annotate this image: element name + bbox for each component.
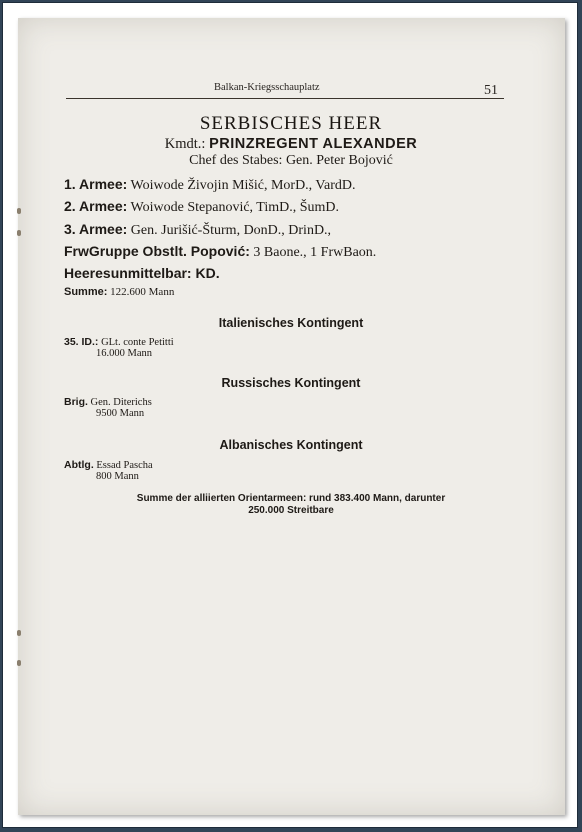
army-text: 3 Baone., 1 FrwBaon.: [253, 245, 377, 260]
binding-hole: [17, 630, 21, 636]
army-text: Gen. Jurišić-Šturm, DonD., DrinD.,: [130, 223, 332, 238]
unit-label: Abtlg.: [64, 459, 94, 471]
commander-name: PRINZREGENT ALEXANDER: [209, 136, 418, 152]
total-line-2: 250.000 Streitbare: [248, 505, 334, 516]
binding-hole: [17, 660, 21, 666]
kontingent-heading: Albanisches Kontingent: [219, 438, 363, 452]
kontingent-heading: Italienisches Kontingent: [218, 316, 364, 330]
army-label: 2. Armee:: [64, 198, 128, 214]
army-text: Woiwode Živojin Mišić, MorD., VardD.: [130, 178, 356, 193]
unit-label: Brig.: [64, 396, 88, 408]
kontingent-heading: Russisches Kontingent: [221, 376, 361, 390]
commander-line: [0, 136, 582, 153]
running-header: Balkan-Kriegsschauplatz: [214, 82, 320, 93]
page-number: 51: [484, 83, 498, 98]
army-text: Woiwode Stepanović, TimD., ŠumD.: [130, 200, 340, 215]
header-rule: [66, 98, 504, 99]
army-entry: [64, 198, 339, 216]
kontingent-entry: [64, 396, 152, 408]
binding-hole: [17, 208, 21, 214]
page-title: SERBISCHES HEER: [199, 113, 383, 134]
summe-line: [64, 286, 174, 298]
kontingent-entry: [64, 336, 174, 348]
unit-commander: Essad Pascha: [96, 460, 153, 471]
army-label: FrwGruppe Obstlt. Popović:: [64, 243, 250, 259]
army-entry: [64, 265, 220, 283]
unit-commander: GLt. conte Petitti: [101, 337, 174, 348]
commander-prefix: Kmdt.:: [164, 136, 206, 152]
summe-value: 122.600 Mann: [110, 286, 175, 298]
chief-of-staff: Chef des Stabes: Gen. Peter Bojović: [189, 153, 393, 168]
unit-strength: 16.000 Mann: [96, 348, 152, 359]
total-line-1: Summe der alliierten Orientarmeen: rund 383.400 Mann, darunter: [136, 493, 446, 504]
summe-label: Summe:: [64, 286, 108, 298]
army-label: 1. Armee:: [64, 176, 128, 192]
army-label: Heeresunmittelbar: KD.: [64, 265, 220, 281]
binding-hole: [17, 230, 21, 236]
army-entry: [64, 221, 331, 239]
army-label: 3. Armee:: [64, 221, 128, 237]
unit-strength: 9500 Mann: [96, 408, 145, 419]
army-entry: [64, 243, 376, 261]
unit-commander: Gen. Diterichs: [90, 397, 152, 408]
army-entry: [64, 176, 355, 194]
kontingent-entry: [64, 459, 153, 471]
unit-strength: 800 Mann: [96, 471, 139, 482]
unit-label: 35. ID.:: [64, 336, 99, 348]
